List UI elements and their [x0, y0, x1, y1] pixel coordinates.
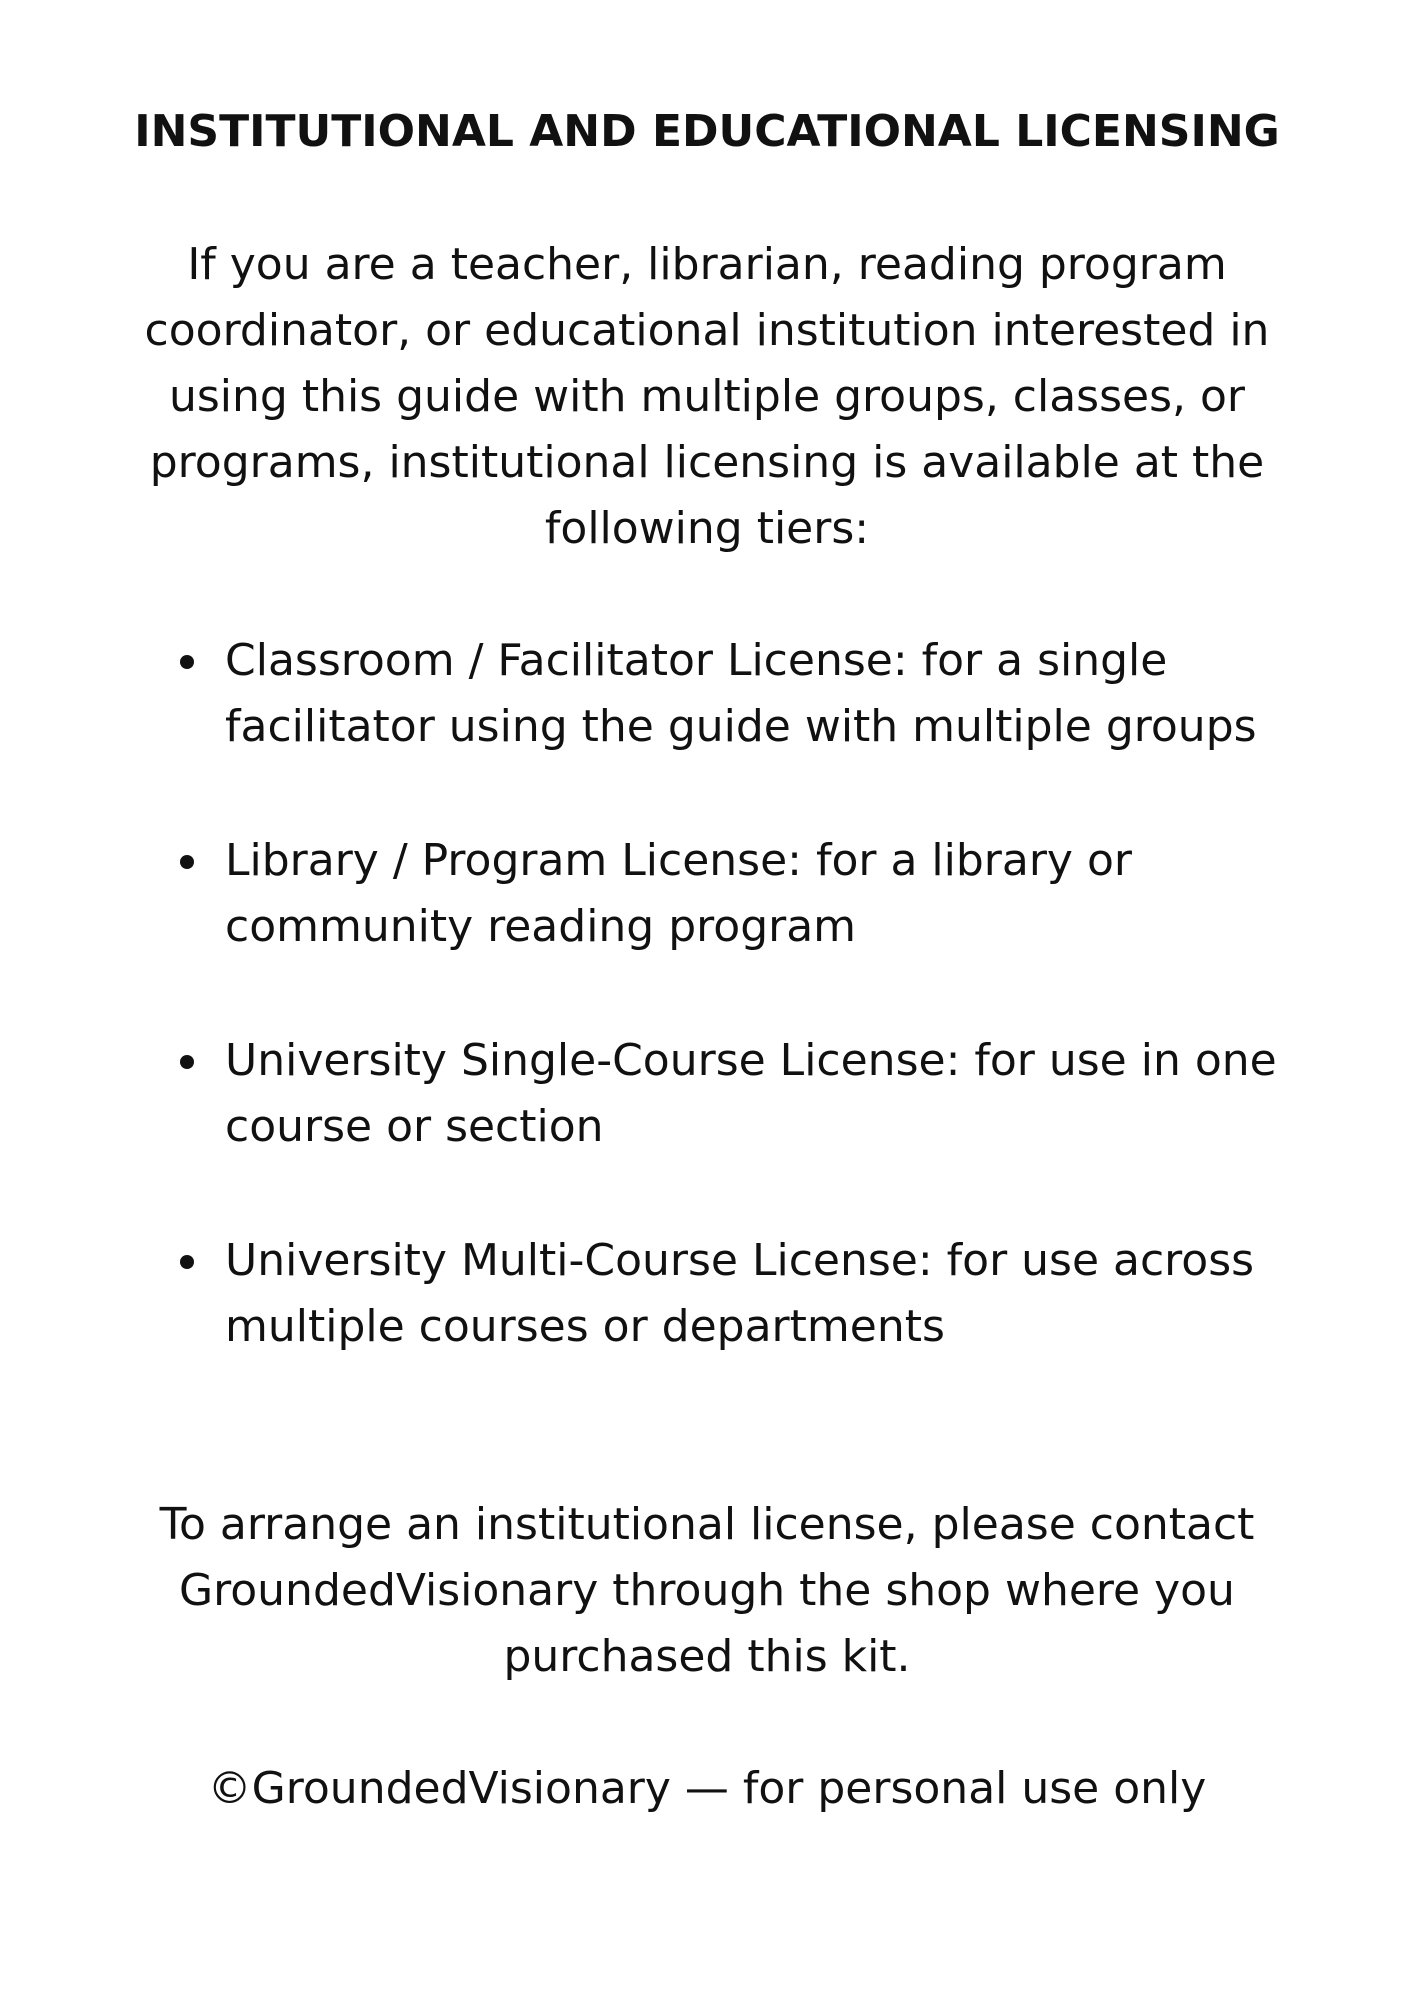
- license-tier-list: [170, 628, 1290, 1428]
- page-title: INSTITUTIONAL AND EDUCATIONAL LICENSING: [134, 106, 1280, 157]
- intro-paragraph: If you are a teacher, librarian, reading program coordinator, or educational institution interested in using this guide with multiple groups, classes, or programs, institutional licensing is available at the following tiers:: [144, 239, 1270, 554]
- contact-paragraph: To arrange an institutional license, please contact GroundedVisionary through the shop where you purchased this kit.: [159, 1499, 1255, 1682]
- tier-item-classroom-facilitator: Classroom / Facilitator License: for a single facilitator using the guide with multiple groups: [170, 628, 1290, 760]
- tier-item-library-program: Library / Program License: for a library or community reading program: [170, 828, 1290, 960]
- copyright-notice: ©GroundedVisionary — for personal use only: [207, 1763, 1207, 1814]
- tier-item-university-single-course: University Single-Course License: for use in one course or section: [170, 1028, 1290, 1160]
- tier-item-university-multi-course: University Multi-Course License: for use across multiple courses or departments: [170, 1228, 1290, 1360]
